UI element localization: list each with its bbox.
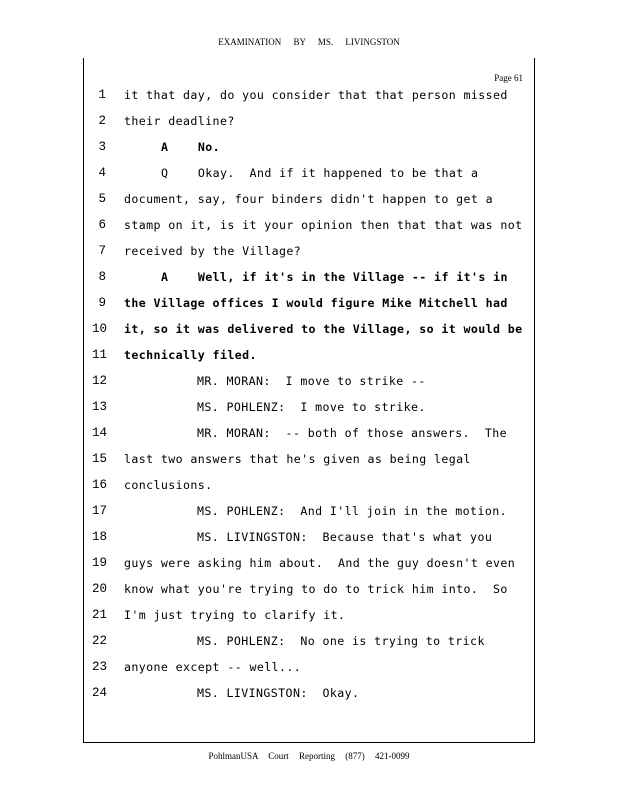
transcript-line — [0, 348, 618, 374]
line-text: it that day, do you consider that that person missed — [124, 88, 508, 102]
transcript-line — [0, 452, 618, 478]
line-text: MR. MORAN: I move to strike -- — [197, 374, 426, 388]
line-number: 7 — [98, 244, 106, 258]
line-number: 2 — [98, 114, 106, 128]
transcript-line — [0, 556, 618, 582]
line-text: A No. — [161, 140, 221, 154]
transcript-line — [0, 582, 618, 608]
line-text: last two answers that he's given as being legal — [124, 452, 471, 466]
line-number: 5 — [98, 192, 106, 206]
line-number: 13 — [92, 400, 108, 414]
line-number: 18 — [92, 530, 108, 544]
line-number: 12 — [92, 374, 108, 388]
transcript-line — [0, 270, 618, 296]
line-text: MS. LIVINGSTON: Okay. — [197, 686, 360, 700]
line-text: know what you're trying to do to trick him into. So — [124, 582, 508, 596]
line-number: 8 — [98, 270, 106, 284]
line-text: Q Okay. And if it happened to be that a — [161, 166, 479, 180]
transcript-line — [0, 686, 618, 712]
line-text: stamp on it, is it your opinion then that that was not — [124, 218, 523, 232]
line-text: anyone except -- well... — [124, 660, 302, 674]
line-text: guys were asking him about. And the guy doesn't even — [124, 556, 516, 570]
line-number: 3 — [98, 140, 106, 154]
line-text: document, say, four binders didn't happen to get a — [124, 192, 494, 206]
transcript-line — [0, 218, 618, 244]
transcript-line — [0, 166, 618, 192]
transcript-line — [0, 296, 618, 322]
line-number: 16 — [92, 478, 108, 492]
transcript-line — [0, 244, 618, 270]
line-number: 15 — [92, 452, 108, 466]
transcript-line — [0, 140, 618, 166]
line-text: MS. POHLENZ: And I'll join in the motion. — [197, 504, 507, 518]
line-text: MS. POHLENZ: No one is trying to trick — [197, 634, 485, 648]
page-footer: PohlmanUSA Court Reporting (877) 421-0099 — [208, 751, 410, 761]
line-text: A Well, if it's in the Village -- if it's in — [161, 270, 508, 284]
line-number: 14 — [92, 426, 108, 440]
transcript-line — [0, 660, 618, 686]
transcript-line — [0, 504, 618, 530]
line-text: technically filed. — [124, 348, 257, 362]
transcript-line — [0, 426, 618, 452]
line-text: MS. LIVINGSTON: Because that's what you — [197, 530, 493, 544]
transcript-line — [0, 400, 618, 426]
page-header: EXAMINATION BY MS. LIVINGSTON — [218, 37, 400, 47]
line-number: 20 — [92, 582, 108, 596]
line-text: the Village offices I would figure Mike Mitchell had — [124, 296, 508, 310]
transcript-line — [0, 114, 618, 140]
line-text: MR. MORAN: -- both of those answers. The — [197, 426, 507, 440]
page-number: Page 61 — [494, 73, 523, 83]
line-number: 24 — [92, 686, 108, 700]
line-text: I'm just trying to clarify it. — [124, 608, 346, 622]
transcript-line — [0, 478, 618, 504]
line-text: it, so it was delivered to the Village, so it would be — [124, 322, 523, 336]
line-number: 9 — [98, 296, 106, 310]
transcript-line — [0, 88, 618, 114]
line-text: MS. POHLENZ: I move to strike. — [197, 400, 426, 414]
line-number: 19 — [92, 556, 108, 570]
line-number: 1 — [98, 88, 106, 102]
line-text: conclusions. — [124, 478, 213, 492]
line-number: 10 — [92, 322, 108, 336]
line-number: 4 — [98, 166, 106, 180]
transcript-line — [0, 322, 618, 348]
transcript-line — [0, 374, 618, 400]
transcript-line — [0, 530, 618, 556]
line-number: 23 — [92, 660, 108, 674]
line-number: 22 — [92, 634, 108, 648]
line-text: received by the Village? — [124, 244, 302, 258]
transcript-line — [0, 608, 618, 634]
transcript-line — [0, 192, 618, 218]
line-text: their deadline? — [124, 114, 235, 128]
line-number: 11 — [92, 348, 108, 362]
line-number: 17 — [92, 504, 108, 518]
transcript-line — [0, 634, 618, 660]
line-number: 6 — [98, 218, 106, 232]
line-number: 21 — [92, 608, 108, 622]
